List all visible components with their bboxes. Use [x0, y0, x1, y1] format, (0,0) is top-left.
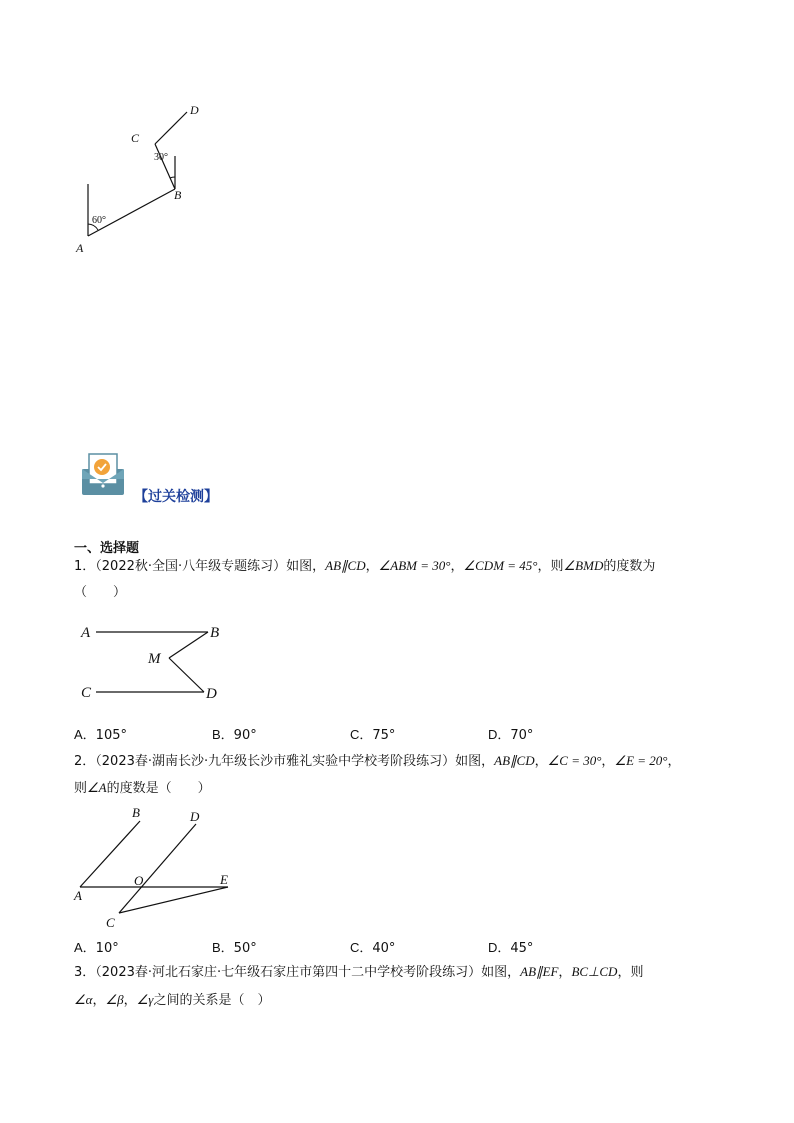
- q1-label-b: B: [210, 625, 220, 641]
- q3-number: 3．: [74, 965, 96, 980]
- q2-figure: [70, 802, 240, 934]
- question-1-line: [74, 557, 655, 576]
- q1-target: ∠BMD: [563, 558, 604, 573]
- q2-option-b[interactable]: B．50°: [212, 940, 257, 956]
- q1-option-b[interactable]: B．90°: [212, 727, 257, 743]
- q1-option-d[interactable]: D．70°: [488, 727, 534, 743]
- q3-sep-1: ，: [558, 965, 572, 980]
- q2-sep-1: ，: [534, 754, 548, 769]
- q1-blank: （ ）: [74, 585, 127, 600]
- q2-label-e: E: [220, 872, 228, 887]
- line-ab: [88, 189, 175, 236]
- q2-label-c: C: [106, 915, 115, 930]
- q1-label-c: C: [81, 685, 92, 701]
- q3-sep-a: ，: [92, 993, 106, 1008]
- q1-condition-1: AB∥CD: [325, 558, 366, 573]
- q1-line-bm: [169, 632, 208, 658]
- q2-line-ce: [119, 887, 228, 913]
- q1-label-d: D: [206, 686, 217, 702]
- angle-label-60: 60°: [92, 215, 106, 226]
- q2-sep-2: ，: [601, 754, 615, 769]
- q1-condition-3: ∠CDM = 45°: [463, 558, 538, 573]
- q3-condition-1: AB∥EF: [520, 964, 559, 979]
- q2-target: ∠A: [87, 780, 107, 795]
- line-cd: [155, 112, 187, 144]
- q2-lead: 如图，: [455, 754, 495, 769]
- question-3-line: [74, 963, 643, 982]
- q3-line2-suffix: 之间的关系是（ ）: [153, 993, 271, 1008]
- label-a: A: [76, 241, 84, 255]
- q1-figure: [76, 618, 236, 706]
- check-section-title: 【过关检测】: [134, 489, 218, 505]
- question-2-line: [74, 752, 681, 771]
- angle-arc-b: [170, 177, 175, 178]
- question-2-line-2: [74, 779, 211, 798]
- q1-tail-2: 的度数为: [603, 559, 656, 574]
- q2-label-o: O: [134, 873, 144, 888]
- top-figure: [70, 96, 220, 261]
- q3-tail: ，则: [617, 965, 644, 980]
- q1-number: 1．: [74, 559, 96, 574]
- q3-sep-b: ，: [123, 993, 137, 1008]
- angle-label-30: 30°: [154, 152, 168, 163]
- label-d: D: [190, 103, 199, 117]
- q1-option-a[interactable]: A．105°: [74, 727, 127, 743]
- q2-option-c[interactable]: C．40°: [350, 940, 396, 956]
- q2-line-ab: [80, 821, 140, 887]
- q2-condition-2: ∠C = 30°: [547, 753, 602, 768]
- q2-line2-suffix: 的度数是（ ）: [106, 781, 211, 796]
- check-badge-icon: [80, 453, 126, 497]
- q2-condition-1: AB∥CD: [494, 753, 535, 768]
- q2-option-d[interactable]: D．45°: [488, 940, 534, 956]
- q1-tail-1: ，则: [537, 559, 564, 574]
- q2-label-d: D: [190, 809, 200, 824]
- q1-condition-2: ∠ABM = 30°: [378, 558, 451, 573]
- q1-option-c[interactable]: C．75°: [350, 727, 396, 743]
- q2-option-a[interactable]: A．10°: [74, 940, 119, 956]
- q1-lead: 如图，: [286, 559, 326, 574]
- q2-number: 2．: [74, 754, 96, 769]
- q1-sep-1: ，: [365, 559, 379, 574]
- q1-sep-2: ，: [450, 559, 464, 574]
- section-heading: 一、选择题: [74, 541, 140, 556]
- q1-label-a: A: [81, 625, 91, 641]
- q2-source: （2023春·湖南长沙·九年级长沙市雅礼实验中学校考阶段练习）: [95, 754, 456, 769]
- label-c: C: [131, 131, 140, 145]
- q3-source: （2023春·河北石家庄·七年级石家庄市第四十二中学校考阶段练习）: [95, 965, 482, 980]
- q2-label-b: B: [132, 805, 140, 820]
- q2-tail: ，: [667, 754, 681, 769]
- q3-angle-alpha: ∠α: [74, 992, 93, 1007]
- q2-line2-prefix: 则: [74, 781, 88, 796]
- q2-line-cd: [119, 824, 196, 913]
- q2-label-a: A: [74, 888, 82, 903]
- q1-source: （2022秋·全国·八年级专题练习）: [95, 559, 287, 574]
- q1-label-m: M: [148, 651, 161, 667]
- q1-line-md: [169, 658, 204, 692]
- line-bc: [155, 144, 175, 189]
- q2-condition-3: ∠E = 20°: [614, 753, 668, 768]
- q3-lead: 如图，: [481, 965, 521, 980]
- label-b: B: [174, 188, 182, 202]
- q3-angle-gamma: ∠γ: [136, 992, 154, 1007]
- question-3-line-2: [74, 991, 270, 1010]
- q3-condition-2: BC⊥CD: [571, 964, 618, 979]
- q3-angle-beta: ∠β: [105, 992, 124, 1007]
